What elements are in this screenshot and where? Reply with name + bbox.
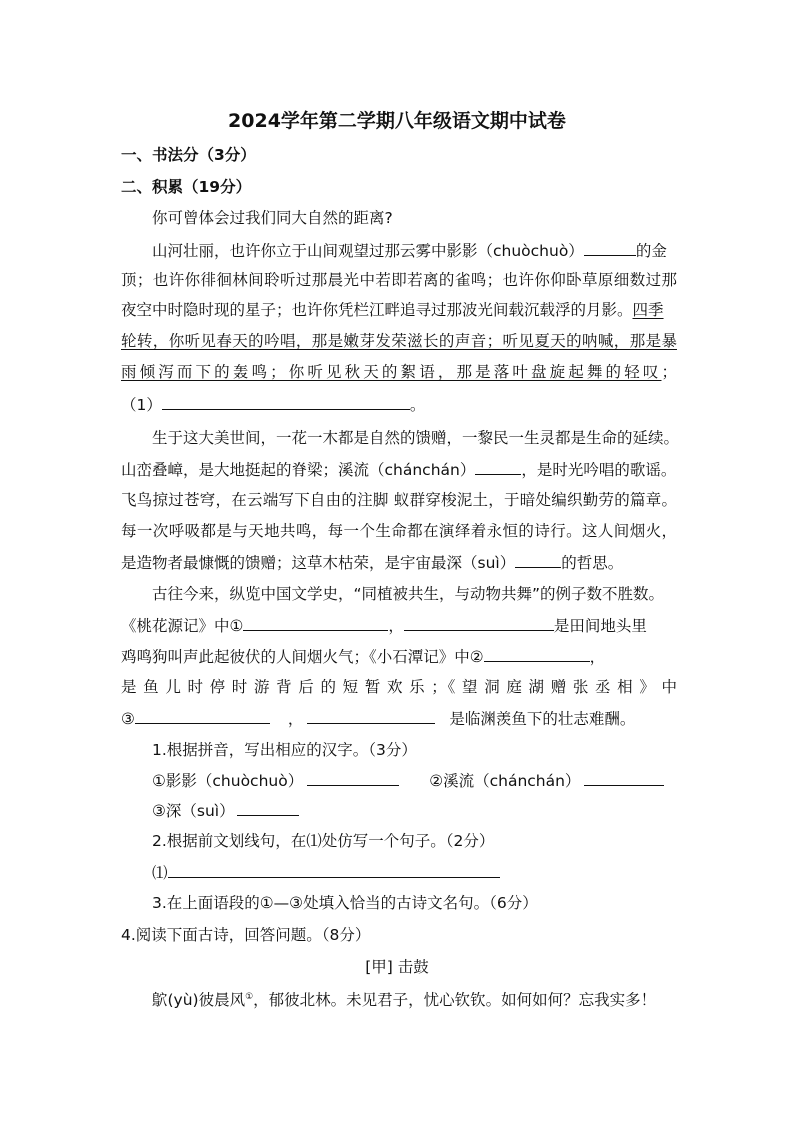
passage-line: 是 鱼 儿 时 停 时 游 背 后 的 短 暂 欢 乐 ；《 望 洞 庭 湖 赠 张 丞 相 》 中 (121, 678, 677, 696)
passage-text: 。 (409, 396, 426, 414)
passage-line (121, 459, 677, 480)
passage-line: 顶；也许你徘徊林间聆听过那晨光中若即若离的雀鸣；也许你仰卧草原细数过那 (121, 271, 677, 289)
passage-text: ， (287, 710, 304, 728)
answer-blank[interactable] (307, 770, 399, 786)
passage-line (121, 362, 677, 382)
poem-line (152, 987, 677, 1010)
question-2: 2.根据前文划线句，在⑴处仿写一个句子。（2分） (152, 832, 495, 850)
answer-blank[interactable] (237, 800, 299, 816)
underlined-text: 雨倾泻而下的轰鸣；你听见秋天的絮语，那是落叶盘旋起舞的轻叹 (121, 363, 662, 381)
answer-blank[interactable] (515, 552, 561, 568)
passage-line: 古往今来，纵览中国文学史，“同植被共生，与动物共舞”的例子数不胜数。 (152, 585, 665, 603)
question-1-items (152, 800, 677, 821)
passage-text: 山河壮丽，也许你立于山间观望过那云雾中影影（chuòchuò） (152, 242, 584, 260)
passage-line (121, 300, 677, 320)
answer-blank[interactable] (168, 862, 500, 878)
passage-text: ； (661, 363, 677, 381)
passage-text: 《桃花源记》中① (121, 617, 244, 635)
answer-blank[interactable] (484, 646, 590, 662)
poem-text: ，郁彼北林。未见君子，忧心钦钦。如何如何？忘我实多！ (253, 991, 657, 1010)
passage-line (121, 552, 677, 573)
passage-line (121, 394, 677, 415)
poem-text: 鴥(yù)彼晨风 (152, 991, 246, 1010)
passage-text: 夜空中时隐时现的星子；也许你凭栏江畔追寻过那波光间载沉载浮的月影。 (121, 301, 633, 319)
passage-text: 的金 (635, 242, 667, 260)
answer-blank[interactable] (307, 708, 435, 724)
passage-text: ， (589, 648, 606, 666)
passage-line (121, 615, 677, 636)
passage-text: 是造物者最慷慨的馈赠；这草木枯荣，是宇宙最深（suì） (121, 554, 516, 572)
passage-line: 飞鸟掠过苍穹，在云端写下自由的注脚 蚁群穿梭泥土，于暗处编织勤劳的篇章。 (121, 491, 677, 509)
question-3: 3.在上面语段的①—③处填入恰当的古诗文名句。（6分） (152, 894, 538, 912)
answer-blank[interactable] (584, 240, 636, 256)
question-item: ①影影（chuòchuò） (152, 772, 304, 790)
answer-blank[interactable] (162, 394, 410, 410)
answer-blank[interactable] (243, 615, 388, 631)
passage-text: ③ (121, 710, 135, 728)
answer-blank[interactable] (584, 770, 664, 786)
page-title: 2024学年第二学期八年级语文期中试卷 (228, 110, 566, 132)
passage-text: 山峦叠嶂，是大地挺起的脊梁；溪流（chánchán） (121, 461, 476, 479)
question-item: ③深（suì） (152, 802, 235, 820)
question-1-items (152, 770, 677, 791)
question-item: ②溪流（chánchán） (429, 772, 581, 790)
answer-blank[interactable] (404, 615, 554, 631)
passage-line: 每一次呼吸都是与天地共鸣，每一个生命都在演绎着永恒的诗行。这人间烟火， (121, 522, 677, 540)
passage-text: ，是时光吟唱的歌谣。 (521, 461, 677, 479)
passage-line (121, 708, 677, 729)
answer-blank[interactable] (135, 708, 270, 724)
passage-line (121, 646, 677, 667)
section-heading-accumulation: 二、积累（19分） (121, 178, 252, 196)
underlined-text: 四季 (632, 301, 664, 319)
poem-heading: [甲] 击鼓 (365, 958, 429, 976)
passage-text: ， (388, 617, 404, 635)
item-number: （1） (121, 396, 162, 414)
passage-line (152, 240, 677, 261)
question-4: 4.阅读下面古诗，回答问题。（8分） (121, 926, 371, 944)
underlined-line: 轮转，你听见春天的吟唱，那是嫩芽发荣滋长的声音；听见夏天的呐喊，那是暴 (121, 332, 677, 350)
passage-text: 的哲思。 (561, 554, 624, 572)
item-number: ⑴ (152, 864, 168, 882)
passage-text: 鸡鸣狗叫声此起彼伏的人间烟火气；《小石潭记》中② (121, 648, 484, 666)
passage-line: 生于这大美世间，一花一木都是自然的馈赠，一黎民一生灵都是生命的延续。 (152, 429, 680, 447)
passage-text: 是田间地头里 (553, 617, 647, 635)
question-2-answer (152, 862, 677, 883)
question-1: 1.根据拼音，写出相应的汉字。（3分） (152, 741, 417, 759)
answer-blank[interactable] (475, 459, 521, 475)
passage-intro: 你可曾体会过我们同大自然的距离? (152, 209, 393, 227)
section-heading-calligraphy: 一、书法分（3分） (121, 146, 256, 164)
passage-text: 是临渊羡鱼下的壮志难酬。 (449, 710, 636, 728)
footnote-marker: ① (245, 992, 254, 1002)
